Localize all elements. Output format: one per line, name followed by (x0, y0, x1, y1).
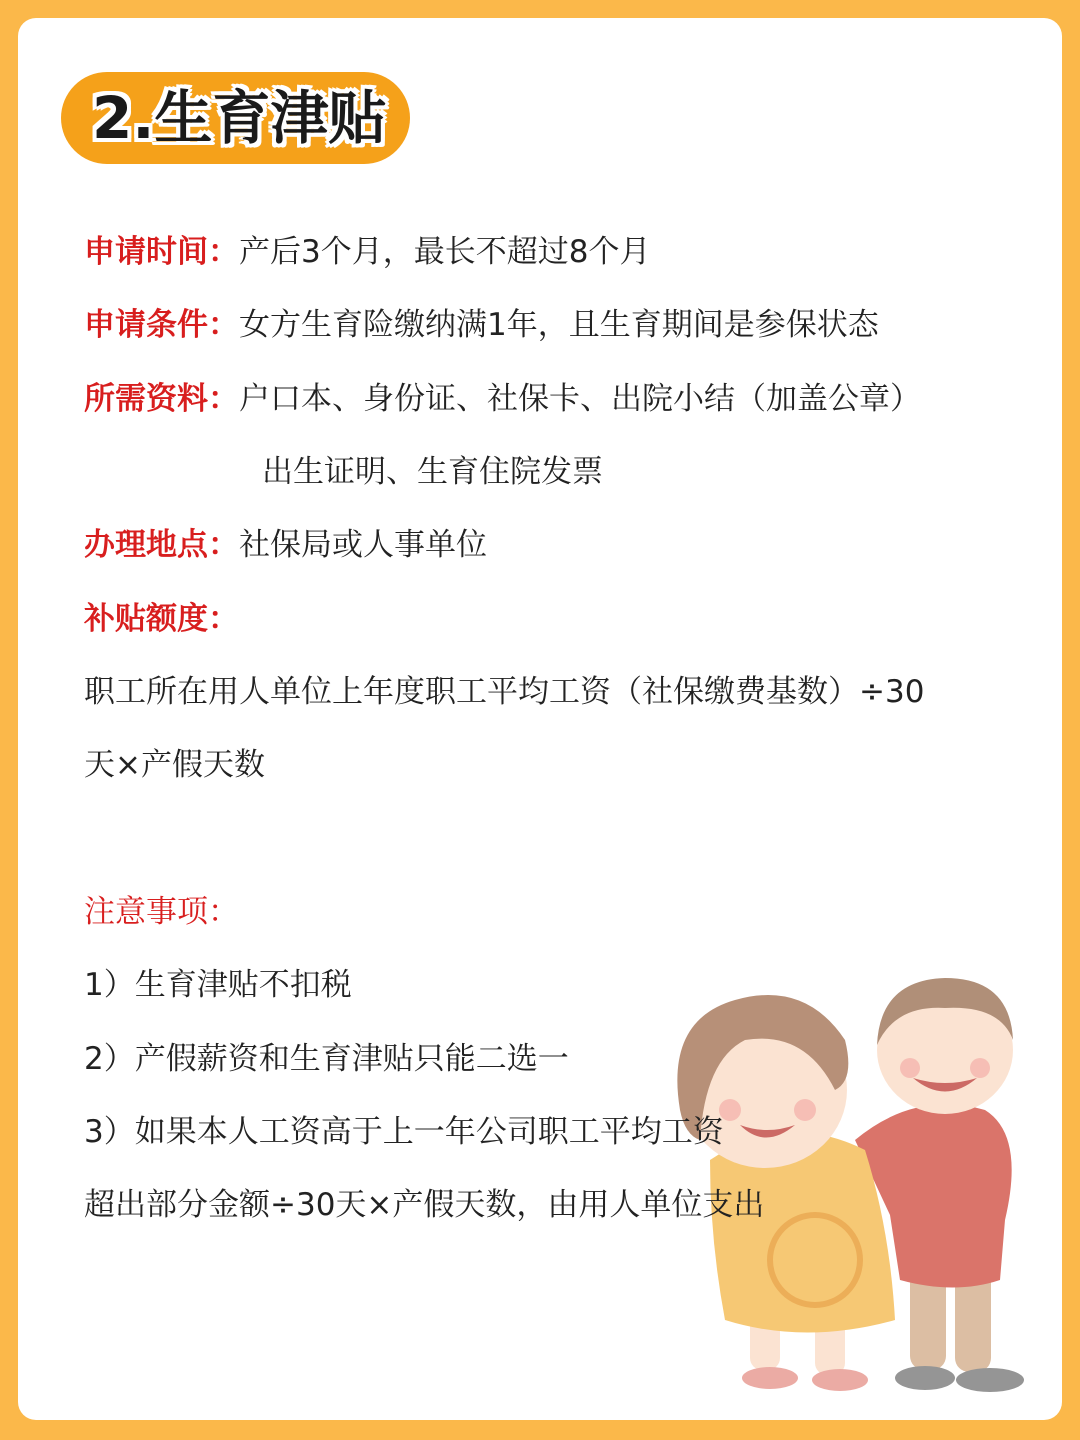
girl-shoe (812, 1369, 868, 1391)
boy-shoe (895, 1366, 955, 1390)
note-item-1: 1）生育津贴不扣税 (84, 967, 352, 1003)
boy-blush (970, 1058, 990, 1078)
field-label: 所需资料： (84, 381, 239, 417)
field-value: 产后3个月，最长不超过8个月 (239, 234, 651, 270)
field-value: 户口本、身份证、社保卡、出院小结（加盖公章） (239, 381, 921, 417)
field-required-documents (84, 377, 921, 421)
boy-shoe (956, 1368, 1024, 1392)
field-subsidy-amount (84, 597, 239, 641)
field-label: 申请时间： (84, 234, 239, 270)
page-title: 2.生育津贴 (92, 84, 387, 152)
field-application-time (84, 230, 650, 274)
note-item-4: 超出部分金额÷30天×产假天数，由用人单位支出 (84, 1187, 765, 1223)
couple-illustration (655, 960, 1055, 1400)
field-required-documents-line2 (262, 450, 603, 494)
field-value: 女方生育险缴纳满1年，且生育期间是参保状态 (239, 307, 879, 343)
field-application-conditions (84, 303, 879, 347)
notes-heading: 注意事项： (84, 894, 239, 930)
field-label: 申请条件： (84, 307, 239, 343)
field-label: 办理地点： (84, 527, 239, 563)
field-location (84, 523, 487, 567)
girl-shoe (742, 1367, 798, 1389)
field-value: 社保局或人事单位 (239, 527, 487, 563)
note-item-3: 3）如果本人工资高于上一年公司职工平均工资 (84, 1114, 724, 1150)
boy-blush (900, 1058, 920, 1078)
field-label: 补贴额度： (84, 601, 239, 637)
girl-blush (794, 1099, 816, 1121)
field-value: 出生证明、生育住院发票 (262, 454, 603, 490)
note-item-2: 2）产假薪资和生育津贴只能二选一 (84, 1041, 569, 1077)
formula-line-2: 天×产假天数 (84, 747, 265, 783)
formula-line-1: 职工所在用人单位上年度职工平均工资（社保缴费基数）÷30 (84, 674, 925, 710)
